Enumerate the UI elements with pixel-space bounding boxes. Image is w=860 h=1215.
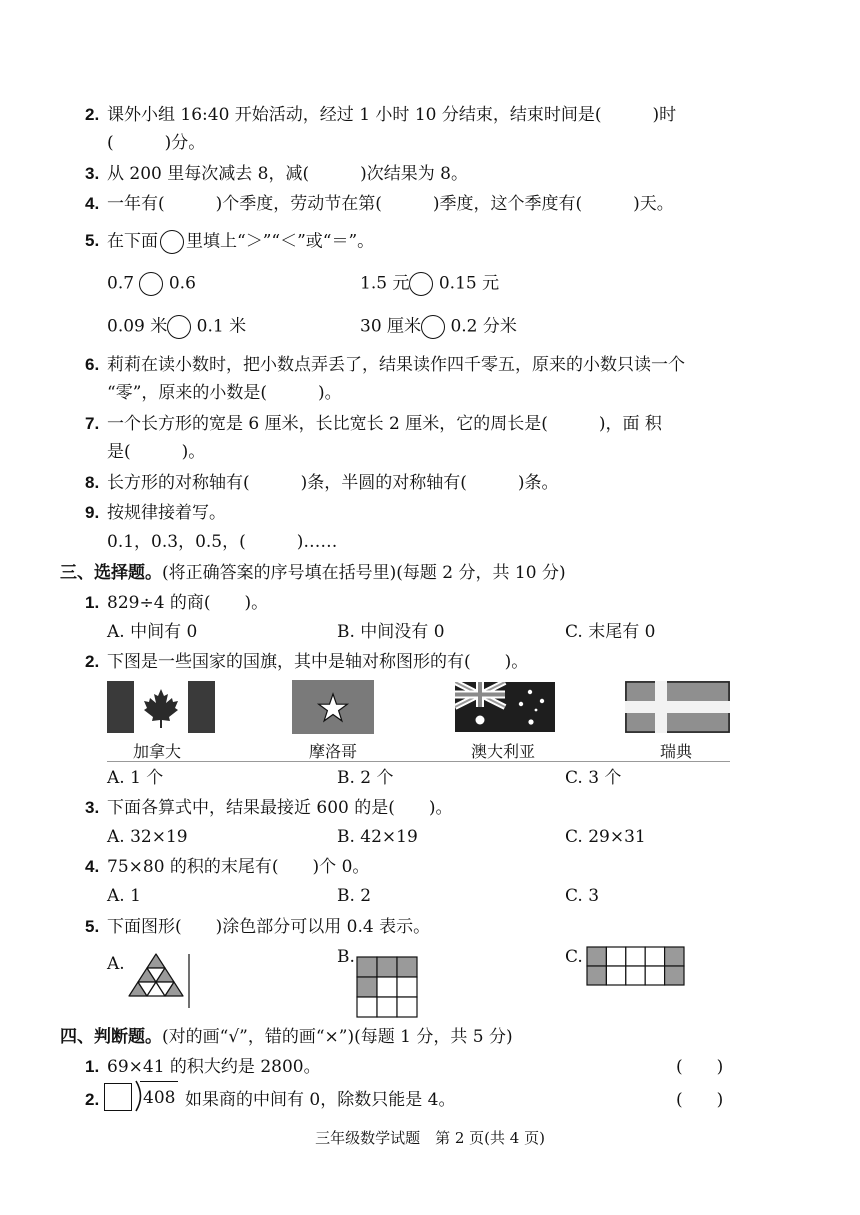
section4-note: (对的画“√”，错的画“×”)(每题 1 分，共 5 分): [162, 1027, 513, 1047]
section3-title: 三、选择题。: [60, 563, 162, 583]
s3-q2-opt-c[interactable]: C. 3 个: [565, 768, 622, 788]
q8-number: 8.: [85, 473, 100, 492]
triangle-figure-icon: [128, 952, 192, 1010]
s4-q2-text: 如果商的中间有 0，除数只能是 4。: [185, 1090, 456, 1110]
fill-q9-sequence: 0.1，0.3，0.5，( )……: [107, 532, 338, 552]
page-footer: 三年级数学试题 第 2 页(共 4 页): [315, 1129, 545, 1147]
compare-circle[interactable]: [421, 315, 445, 339]
s4-q1-number: 1.: [85, 1057, 100, 1076]
compare-circle[interactable]: [139, 272, 163, 296]
s3-q3-opt-a[interactable]: A. 32×19: [107, 827, 188, 847]
s3-q3-opt-c[interactable]: C. 29×31: [565, 827, 646, 847]
s3-q2-opt-a[interactable]: A. 1 个: [107, 768, 164, 788]
s3-q4-opt-a[interactable]: A. 1: [107, 886, 141, 906]
dividend: 408: [143, 1088, 176, 1108]
sweden-flag-icon: [625, 681, 730, 733]
compare-right: 0.15 元: [438, 273, 500, 294]
section4-heading: [60, 1026, 513, 1048]
fill-q2-line1: 课外小组 16:40 开始活动，经过 1 小时 10 分结束，结束时间是( )时: [107, 105, 677, 125]
compare-item-4: [360, 315, 517, 339]
q5-number: 5.: [85, 231, 100, 250]
fill-q6-line1: 莉莉在读小数时，把小数点弄丢了，结果读作四千零五，原来的小数只读一个: [107, 355, 685, 375]
compare-right: 0.2 分米: [450, 316, 517, 337]
compare-item-3: [107, 315, 246, 339]
s3-q4-opt-b[interactable]: B. 2: [337, 886, 372, 906]
compare-left: 1.5 元: [360, 273, 410, 294]
fill-q5-post: 里填上“＞”“＜”或“＝”。: [186, 231, 375, 252]
fill-q7-line1: 一个长方形的宽是 6 厘米，长比宽长 2 厘米，它的周长是( )，面 积: [107, 414, 662, 434]
q3-number: 3.: [85, 164, 100, 183]
section4-title: 四、判断题。: [60, 1027, 162, 1047]
canada-flag-icon: [107, 681, 215, 733]
fill-q4: 一年有( )个季度，劳动节在第( )季度，这个季度有( )天。: [107, 194, 674, 214]
flag-label-australia: 澳大利亚: [471, 742, 536, 761]
q9-number: 9.: [85, 503, 100, 522]
grid-2x5-figure-icon: [586, 946, 686, 986]
fill-q9: 按规律接着写。: [107, 503, 226, 523]
s3-q4-opt-c[interactable]: C. 3: [565, 886, 600, 906]
fill-q3: 从 200 里每次减去 8，减( )次结果为 8。: [107, 164, 468, 184]
fill-q2-line2: ( )分。: [107, 133, 206, 153]
q6-number: 6.: [85, 355, 100, 374]
s4-q1-text: 69×41 的积大约是 2800。: [107, 1057, 321, 1077]
flag-label-canada: 加拿大: [133, 742, 182, 761]
flag-label-sweden: 瑞典: [660, 742, 693, 761]
q2-number: 2.: [85, 105, 100, 124]
compare-circle[interactable]: [167, 315, 191, 339]
s3-q5-text: 下面图形( )涂色部分可以用 0.4 表示。: [107, 917, 431, 937]
s3-q5-opt-b[interactable]: B.: [337, 947, 355, 967]
s3-q1-opt-b[interactable]: B. 中间没有 0: [337, 622, 445, 642]
s3-q3-text: 下面各算式中，结果最接近 600 的是( )。: [107, 798, 453, 818]
s3-q5-opt-c[interactable]: C.: [565, 947, 583, 967]
compare-left: 30 厘米: [360, 316, 422, 337]
fill-q5-pre: 在下面: [107, 231, 158, 252]
compare-circle: [160, 230, 184, 254]
s3-q2-opt-b[interactable]: B. 2 个: [337, 768, 394, 788]
s3-q5-opt-a[interactable]: A.: [107, 954, 125, 974]
s3-q1-number: 1.: [85, 593, 100, 612]
compare-right: 0.1 米: [196, 316, 247, 337]
s3-q4-text: 75×80 的积的末尾有( )个 0。: [107, 857, 370, 877]
grid-3x3-figure-icon: [356, 956, 418, 1018]
division-bar: [140, 1081, 178, 1082]
s4-q2-answer-paren[interactable]: ( ): [676, 1090, 724, 1110]
s3-q2-number: 2.: [85, 652, 100, 671]
s3-q5-number: 5.: [85, 917, 100, 936]
s3-q1-opt-a[interactable]: A. 中间有 0: [107, 622, 198, 642]
q7-number: 7.: [85, 414, 100, 433]
compare-circle[interactable]: [409, 272, 433, 296]
fill-q8: 长方形的对称轴有( )条，半圆的对称轴有( )条。: [107, 473, 559, 493]
s4-q2-number: 2.: [85, 1090, 100, 1109]
fill-q7-line2: 是( )。: [107, 442, 206, 462]
flag-label-morocco: 摩洛哥: [309, 742, 358, 761]
compare-left: 0.09 米: [107, 316, 168, 337]
q4-number: 4.: [85, 194, 100, 213]
section3-heading: [60, 562, 566, 584]
s3-q3-number: 3.: [85, 798, 100, 817]
s3-q3-opt-b[interactable]: B. 42×19: [337, 827, 418, 847]
divisor-box[interactable]: [104, 1083, 132, 1111]
compare-left: 0.7: [107, 273, 135, 294]
s3-q4-number: 4.: [85, 857, 100, 876]
section3-note: (将正确答案的序号填在括号里)(每题 2 分，共 10 分): [162, 563, 566, 583]
s4-q1-answer-paren[interactable]: ( ): [676, 1057, 724, 1077]
fill-q6-line2: “零”，原来的小数是( )。: [107, 383, 342, 403]
s3-q2-text: 下图是一些国家的国旗，其中是轴对称图形的有( )。: [107, 652, 529, 672]
compare-item-1: [107, 272, 196, 296]
compare-right: 0.6: [168, 273, 196, 294]
compare-item-2: [360, 272, 499, 296]
s3-q1-text: 829÷4 的商( )。: [107, 593, 269, 613]
australia-flag-icon: [455, 682, 555, 732]
flag-strip: [107, 681, 730, 762]
morocco-flag-icon: [292, 680, 374, 734]
fill-q5: [107, 230, 374, 254]
s3-q1-opt-c[interactable]: C. 末尾有 0: [565, 622, 656, 642]
